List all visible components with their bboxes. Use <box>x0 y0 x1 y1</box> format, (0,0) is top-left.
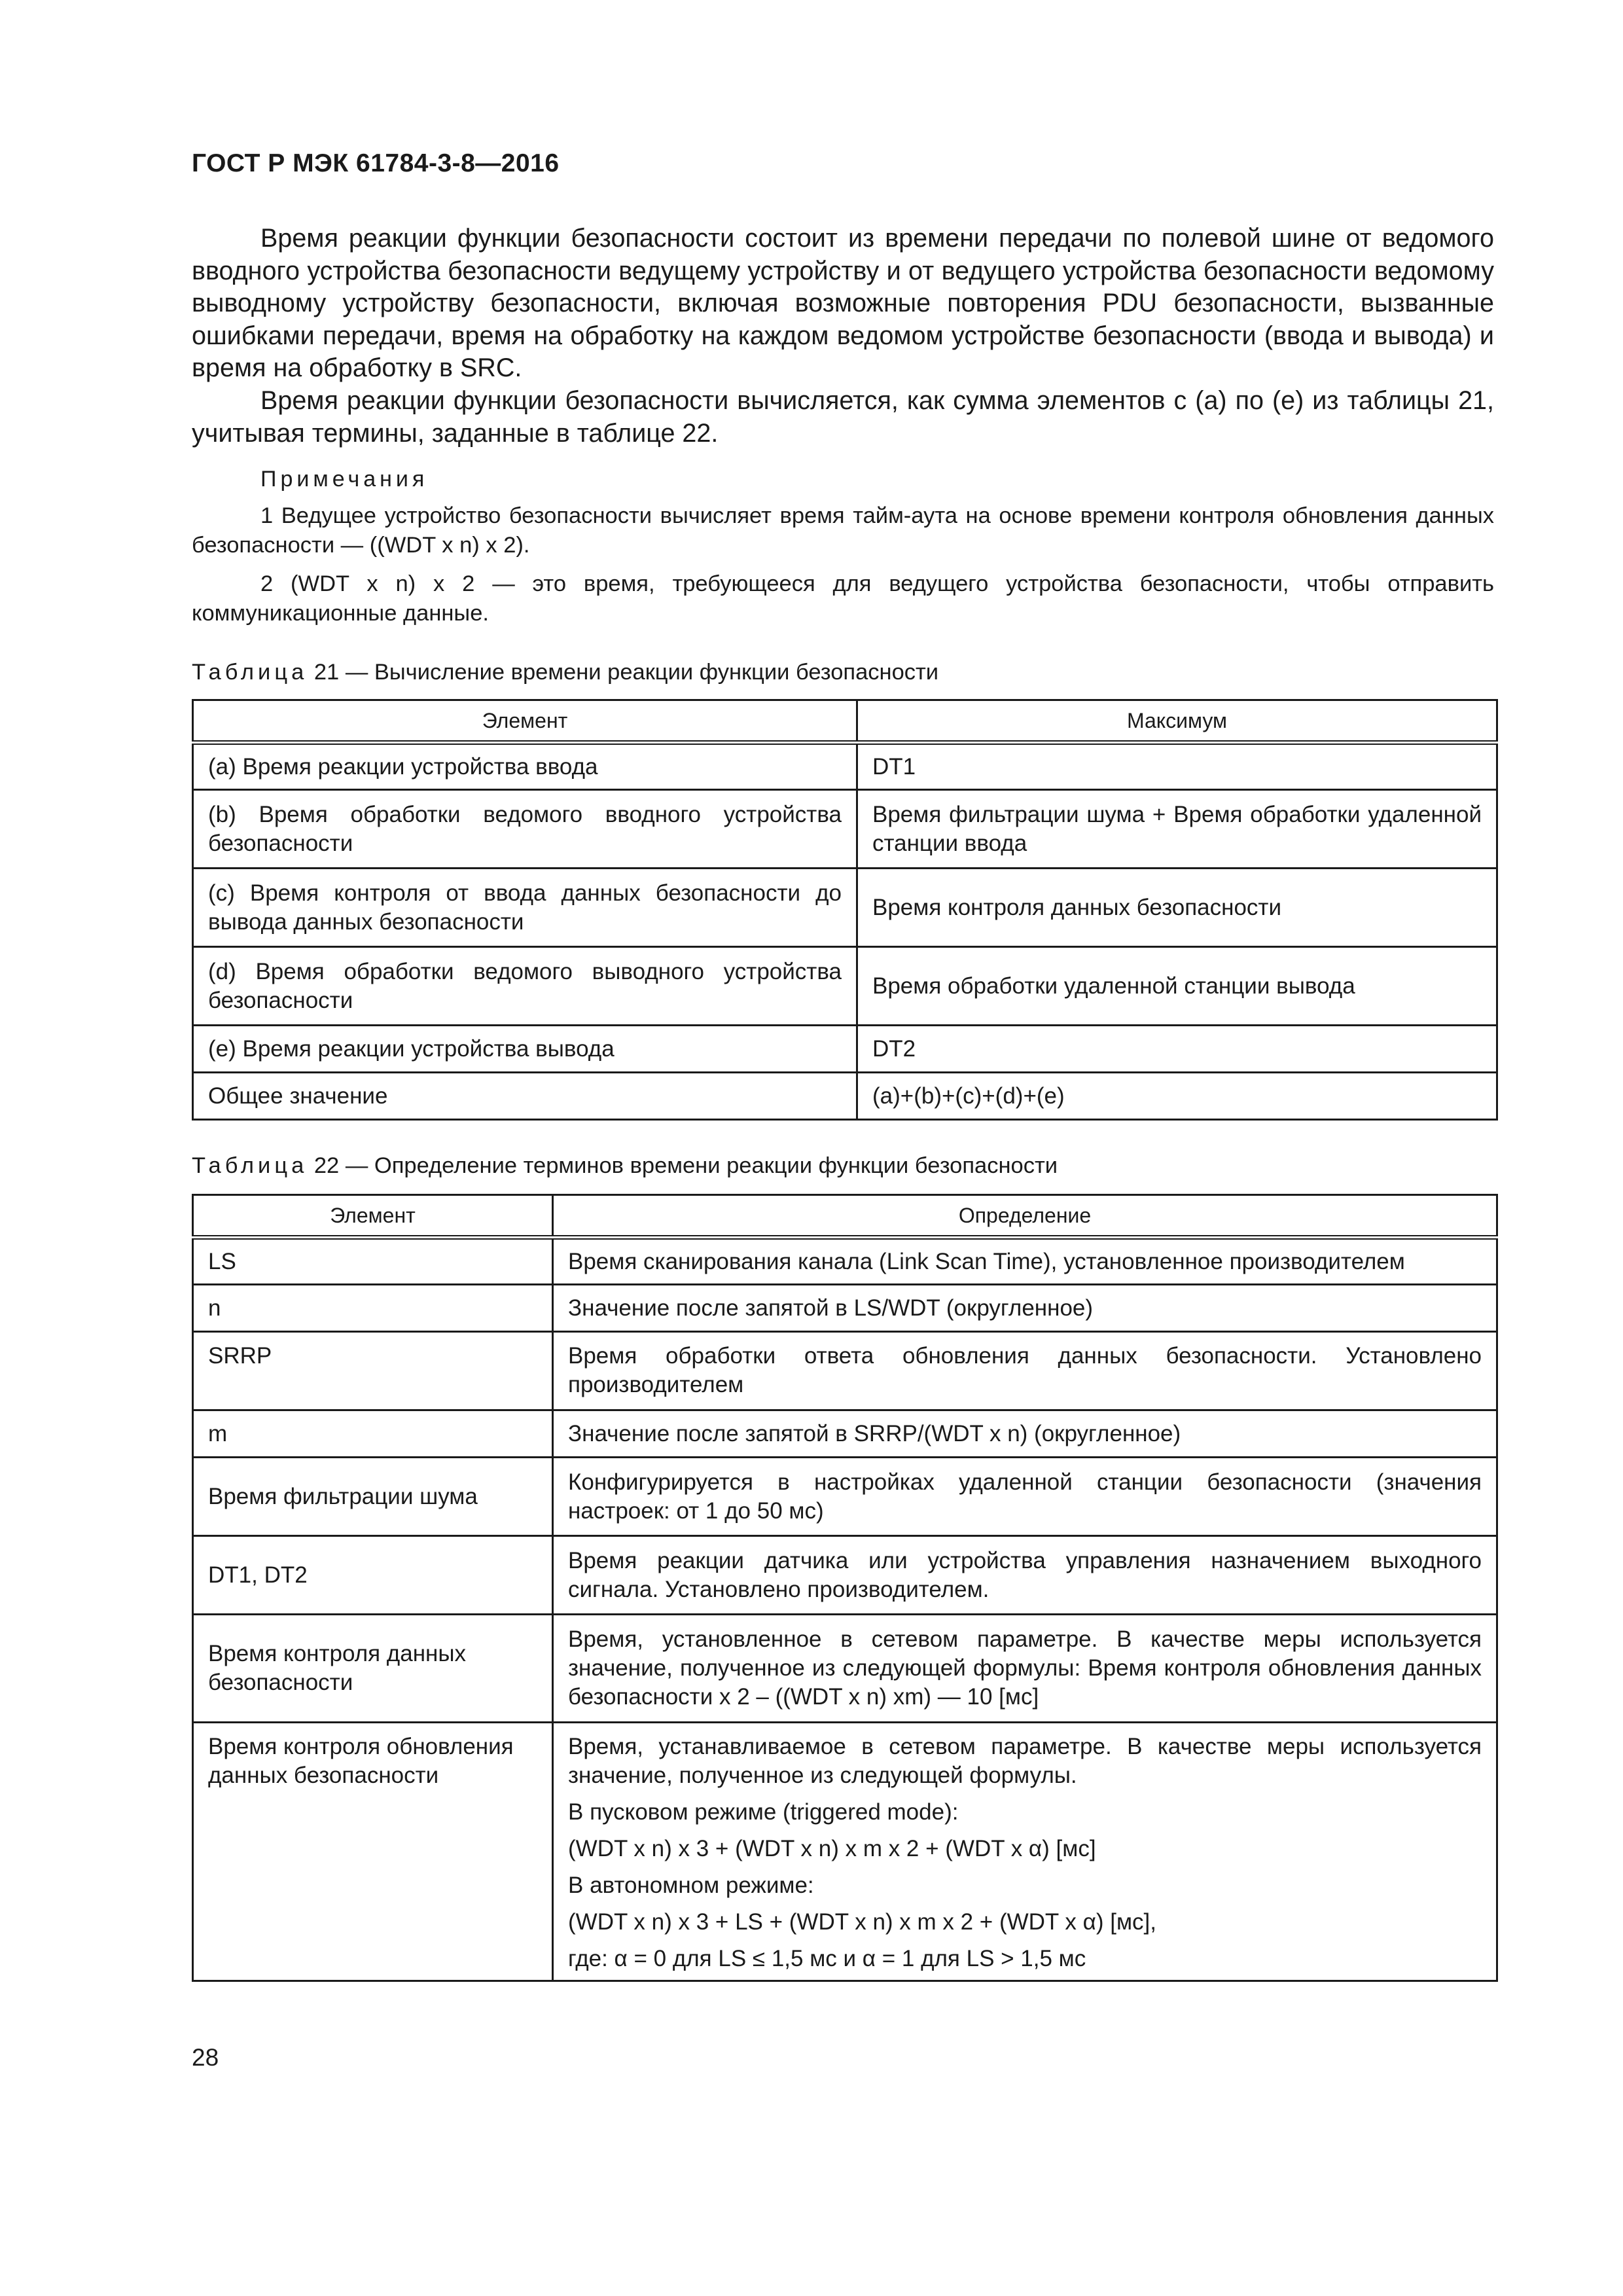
table-row <box>193 1536 1497 1615</box>
table-cell: Значение после запятой в LS/WDT (округленное) <box>553 1285 1497 1332</box>
table-row <box>193 1410 1497 1458</box>
table-cell: Конфигурируется в настройках удаленной станции безопасности (значения настроек: от 1 до 50 мс) <box>553 1458 1497 1536</box>
column-header-maximum: Максимум <box>857 700 1497 743</box>
table-row <box>193 1332 1497 1410</box>
autonomous-mode-formula: (WDT x n) x 3 + LS + (WDT x n) x m x 2 + (WDT x α) [мс], <box>568 1909 1156 1935</box>
table-cell: (а) Время реакции устройства ввода <box>193 743 857 790</box>
table-cell: Время фильтрации шума <box>193 1458 553 1536</box>
table-cell: DT1 <box>857 743 1497 790</box>
document-title: ГОСТ Р МЭК 61784-3-8—2016 <box>192 149 560 177</box>
table-cell: (b) Время обработки ведомого вводного устройства безопасности <box>193 790 857 869</box>
paragraph-response-time-composition: Время реакции функции безопасности состоит из времени передачи по полевой шине от ведомого вводного устройства безопасности ведущему устройству и от ведущего устройства безопасности ведомому выводному устройству безопасности, включая возможные повторения PDU безопасности, вызванные ошибками передачи, время на обработку на каждом ведомом устройстве безопасности (ввода и вывода) и время на обработку в SRC. <box>192 224 1494 382</box>
table-cell: Значение после запятой в SRRP/(WDT x n) (округленное) <box>553 1410 1497 1458</box>
table-row-last <box>193 1723 1497 1981</box>
table-22-caption-label: Таблица <box>192 1153 308 1178</box>
table-cell: LS <box>193 1238 553 1285</box>
table-cell-multiline <box>553 1723 1497 1981</box>
table-cell: Время обработки ответа обновления данных безопасности. Установлено производителем <box>553 1332 1497 1410</box>
triggered-mode-formula: (WDT x n) x 3 + (WDT x n) x m x 2 + (WDT x α) [мс] <box>568 1836 1096 1861</box>
triggered-mode-label: В пусковом режиме (triggered mode): <box>568 1799 959 1825</box>
table-cell: n <box>193 1285 553 1332</box>
column-header-element: Элемент <box>193 1195 553 1238</box>
table-row <box>193 1615 1497 1723</box>
table-row <box>193 1238 1497 1285</box>
table-cell: Время контроля данных безопасности <box>193 1615 553 1723</box>
table-row <box>193 1285 1497 1332</box>
note-item-1: 1 Ведущее устройство безопасности вычисляет время тайм-аута на основе времени контроля обновления данных безопасности — ((WDT x n) x 2). <box>192 503 1494 558</box>
table-22-caption-text: 22 — Определение терминов времени реакции функции безопасности <box>313 1153 1058 1178</box>
column-header-definition: Определение <box>553 1195 1497 1238</box>
table-row <box>193 743 1497 790</box>
table-cell: DT1, DT2 <box>193 1536 553 1615</box>
table-cell: Время реакции датчика или устройства управления назначением выходного сигнала. Установлено производителем. <box>553 1536 1497 1615</box>
table-cell: SRRP <box>193 1332 553 1410</box>
page-number: 28 <box>192 2044 219 2071</box>
table-cell: Время фильтрации шума + Время обработки удаленной станции ввода <box>857 790 1497 869</box>
where-clause: где: α = 0 для LS ≤ 1,5 мс и α = 1 для LS > 1,5 мс <box>568 1946 1086 1971</box>
table-22-caption <box>192 1153 1058 1179</box>
table-row <box>193 1026 1497 1073</box>
note-item-2: 2 (WDT x n) x 2 — это время, требующееся для ведущего устройства безопасности, чтобы отправить коммуникационные данные. <box>192 571 1494 626</box>
table-cell: DT2 <box>857 1026 1497 1073</box>
table-header-row <box>193 700 1497 743</box>
table-cell: m <box>193 1410 553 1458</box>
column-header-element: Элемент <box>193 700 857 743</box>
paragraph-response-time-calculation: Время реакции функции безопасности вычисляется, как сумма элементов с (а) по (е) из таблицы 21, учитывая термины, заданные в таблице 22. <box>192 386 1494 448</box>
table-cell: (d) Время обработки ведомого выводного устройства безопасности <box>193 947 857 1026</box>
table-cell: Время сканирования канала (Link Scan Time), установленное производителем <box>553 1238 1497 1285</box>
autonomous-mode-label: В автономном режиме: <box>568 1873 814 1898</box>
table-cell: Общее значение <box>193 1073 857 1120</box>
table-row <box>193 1073 1497 1120</box>
table-cell: (a)+(b)+(c)+(d)+(e) <box>857 1073 1497 1120</box>
table-cell: Время контроля данных безопасности <box>857 869 1497 947</box>
table-cell: Время обработки удаленной станции вывода <box>857 947 1497 1026</box>
table-row <box>193 790 1497 869</box>
table-cell: (c) Время контроля от ввода данных безопасности до вывода данных безопасности <box>193 869 857 947</box>
table-21-caption <box>192 660 938 685</box>
table-22 <box>192 1194 1498 1982</box>
table-row <box>193 947 1497 1026</box>
table-row <box>193 869 1497 947</box>
notes-heading: Примечания <box>260 467 429 492</box>
table-21-caption-text: 21 — Вычисление времени реакции функции безопасности <box>313 660 939 685</box>
table-row <box>193 1458 1497 1536</box>
table-cell: Время контроля обновления данных безопасности <box>193 1723 553 1981</box>
table-header-row <box>193 1195 1497 1238</box>
table-cell: (е) Время реакции устройства вывода <box>193 1026 857 1073</box>
table-cell: Время, установленное в сетевом параметре. В качестве меры используется значение, полученное из следующей формулы: Время контроля обновления данных безопасности x 2 – ((WDT x n) xm) — 10 [мс] <box>553 1615 1497 1723</box>
definition-intro: Время, устанавливаемое в сетевом параметре. В качестве меры используется значение, полученное из следующей формулы. <box>568 1734 1482 1788</box>
table-21 <box>192 699 1498 1121</box>
table-21-caption-label: Таблица <box>192 660 308 685</box>
